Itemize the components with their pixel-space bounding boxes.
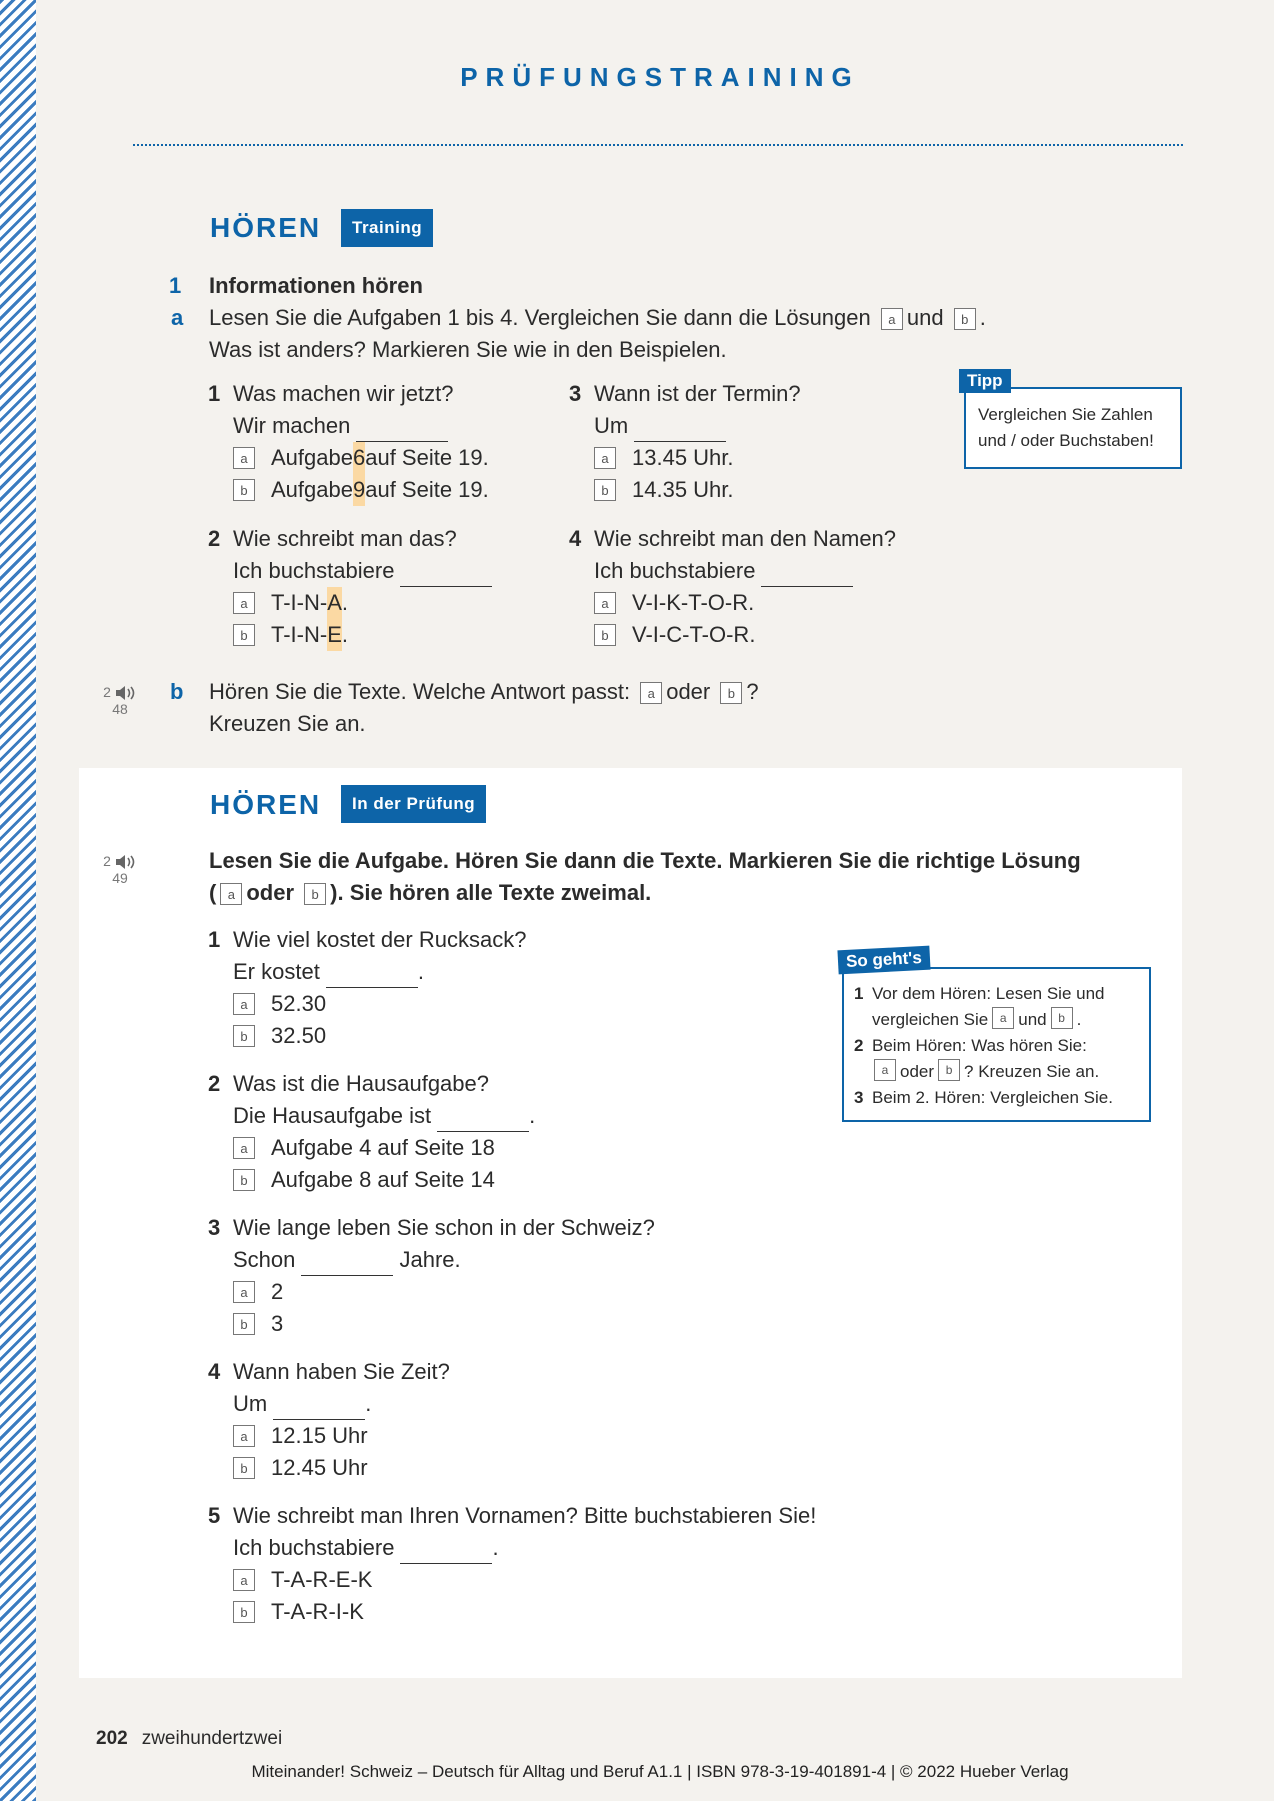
option-b-marker: b bbox=[720, 682, 742, 704]
checkbox-b[interactable]: b bbox=[233, 1169, 255, 1191]
decorative-stripe-border bbox=[0, 0, 36, 1801]
checkbox-a[interactable]: a bbox=[233, 592, 255, 614]
answer-prompt: Wir machen bbox=[233, 413, 351, 438]
exam-tag: In der Prüfung bbox=[341, 785, 486, 823]
exam-question-2 bbox=[208, 1068, 816, 1196]
option-a-marker: a bbox=[874, 1059, 896, 1081]
answer-prompt: Ich buchstabiere bbox=[594, 558, 756, 583]
checkbox-b[interactable]: b bbox=[233, 1025, 255, 1047]
answer-suffix: . bbox=[365, 1391, 372, 1416]
option-a[interactable] bbox=[208, 442, 489, 474]
answer-prompt: Die Hausaufgabe ist bbox=[233, 1103, 432, 1128]
option-text: 13.45 Uhr. bbox=[632, 445, 734, 470]
checkbox-a[interactable]: a bbox=[233, 993, 255, 1015]
option-text: auf Seite 19. bbox=[365, 477, 489, 502]
answer-prompt: Ich buchstabiere bbox=[233, 558, 395, 583]
option-text: 32.50 bbox=[271, 1023, 327, 1048]
audio-track-49[interactable] bbox=[95, 853, 145, 886]
checkbox-b[interactable]: b bbox=[594, 479, 616, 501]
answer-blank bbox=[437, 1109, 529, 1132]
step-text: vergleichen Sie bbox=[872, 1010, 989, 1029]
question-text: Wann ist der Termin? bbox=[594, 381, 801, 406]
step-text: oder bbox=[900, 1062, 935, 1081]
option-b[interactable] bbox=[208, 1452, 816, 1484]
audio-track-number: 48 bbox=[112, 701, 128, 718]
option-text: 2 bbox=[271, 1279, 284, 1304]
answer-blank bbox=[400, 1541, 492, 1564]
answer-blank bbox=[634, 419, 726, 442]
step-1 bbox=[854, 981, 1149, 1007]
option-b[interactable] bbox=[208, 1020, 816, 1052]
audio-cd-number: 2 bbox=[103, 853, 111, 869]
page-number-footer bbox=[96, 1728, 282, 1750]
question-text: Wann haben Sie Zeit? bbox=[233, 1359, 450, 1384]
exam-question-1 bbox=[208, 924, 816, 1052]
step-2-line-2 bbox=[854, 1059, 1149, 1085]
checkbox-a[interactable]: a bbox=[233, 1281, 255, 1303]
option-text: T-A-R-E-K bbox=[271, 1567, 373, 1592]
checkbox-b[interactable]: b bbox=[594, 624, 616, 646]
highlighted-difference: 9 bbox=[353, 474, 365, 506]
option-a[interactable] bbox=[208, 1132, 816, 1164]
answer-blank bbox=[400, 564, 492, 587]
highlighted-difference: A bbox=[327, 587, 342, 619]
question-text: Wie schreibt man Ihren Vornamen? Bitte buchstabieren Sie! bbox=[233, 1503, 817, 1528]
option-text: T-I-N- bbox=[271, 622, 328, 647]
question-number: 4 bbox=[208, 1359, 221, 1384]
question-number: 5 bbox=[208, 1503, 221, 1528]
question-text: Wie lange leben Sie schon in der Schweiz? bbox=[233, 1215, 655, 1240]
question-number: 1 bbox=[208, 381, 221, 406]
header-divider bbox=[133, 144, 1183, 146]
instruction-text: Lesen Sie die Aufgaben 1 bis 4. Vergleichen Sie dann die Lösungen bbox=[209, 305, 871, 330]
option-b[interactable] bbox=[208, 1164, 816, 1196]
question-number: 3 bbox=[569, 381, 582, 406]
instruction-end: ? bbox=[746, 679, 759, 704]
tipp-label: Tipp bbox=[959, 369, 1011, 393]
exam-question-3 bbox=[208, 1212, 816, 1340]
question-number: 3 bbox=[208, 1215, 221, 1240]
option-text: . bbox=[341, 590, 349, 615]
instruction-or: oder bbox=[246, 880, 295, 905]
option-text: T-I-N- bbox=[271, 590, 328, 615]
option-text: 12.45 Uhr bbox=[271, 1455, 368, 1480]
option-a[interactable] bbox=[569, 442, 801, 474]
question-text: Wie viel kostet der Rucksack? bbox=[233, 927, 527, 952]
checkbox-a[interactable]: a bbox=[233, 447, 255, 469]
option-a-marker: a bbox=[640, 682, 662, 704]
training-section-title: HÖREN bbox=[210, 212, 322, 243]
checkbox-b[interactable]: b bbox=[233, 624, 255, 646]
question-text: Wie schreibt man den Namen? bbox=[594, 526, 897, 551]
option-text: Aufgabe 8 auf Seite 14 bbox=[271, 1167, 495, 1192]
checkbox-a[interactable]: a bbox=[594, 447, 616, 469]
option-a[interactable] bbox=[569, 587, 896, 619]
option-text: T-A-R-I-K bbox=[271, 1599, 364, 1624]
sub-exercise-b-instruction bbox=[209, 676, 759, 708]
page-number: 202 bbox=[96, 1728, 128, 1749]
option-text: 52.30 bbox=[271, 991, 327, 1016]
sub-exercise-a-line2: Was ist anders? Markieren Sie wie in den Beispielen. bbox=[209, 337, 727, 362]
training-question-2 bbox=[208, 523, 492, 651]
step-number: 3 bbox=[854, 1088, 864, 1107]
highlighted-difference: E bbox=[327, 619, 342, 651]
option-b[interactable] bbox=[569, 474, 801, 506]
answer-suffix: . bbox=[529, 1103, 536, 1128]
option-b-marker: b bbox=[304, 883, 326, 905]
step-text: . bbox=[1076, 1010, 1082, 1029]
step-3 bbox=[854, 1085, 1149, 1111]
step-text: und bbox=[1018, 1010, 1047, 1029]
checkbox-a[interactable]: a bbox=[233, 1569, 255, 1591]
exam-question-list bbox=[208, 924, 816, 1628]
step-text: Beim Hören: Was hören Sie: bbox=[872, 1036, 1087, 1055]
option-a[interactable] bbox=[208, 1564, 816, 1596]
answer-blank bbox=[301, 1253, 393, 1276]
exam-question-5 bbox=[208, 1500, 816, 1628]
checkbox-b[interactable]: b bbox=[233, 479, 255, 501]
exam-section-title: HÖREN bbox=[210, 789, 322, 820]
step-number: 1 bbox=[854, 984, 864, 1003]
checkbox-b[interactable]: b bbox=[233, 1601, 255, 1623]
option-a[interactable] bbox=[208, 988, 816, 1020]
exam-question-4 bbox=[208, 1356, 816, 1484]
answer-blank bbox=[356, 419, 448, 442]
answer-suffix: . bbox=[492, 1535, 499, 1560]
exercise-title: Informationen hören bbox=[209, 273, 423, 298]
option-text: 3 bbox=[271, 1311, 284, 1336]
instruction-or: oder bbox=[666, 679, 711, 704]
option-b[interactable] bbox=[208, 1308, 816, 1340]
instruction-paren: ( bbox=[209, 880, 217, 905]
answer-suffix: Jahre. bbox=[393, 1247, 461, 1272]
option-text: 14.35 Uhr. bbox=[632, 477, 734, 502]
option-a[interactable] bbox=[208, 1276, 816, 1308]
sub-exercise-a-instruction bbox=[209, 302, 986, 334]
option-text: Aufgabe 4 auf Seite 18 bbox=[271, 1135, 495, 1160]
exercise-number: 1 bbox=[169, 273, 182, 298]
option-a-marker: a bbox=[992, 1007, 1014, 1029]
instruction-and: und bbox=[906, 305, 944, 330]
page-number-word: zweihundertzwei bbox=[141, 1728, 283, 1749]
answer-prompt: Er kostet bbox=[233, 959, 320, 984]
instruction-end: ). Sie hören alle Texte zweimal. bbox=[330, 880, 652, 905]
option-text: Aufgabe bbox=[271, 445, 353, 470]
footer-credit: Miteinander! Schweiz – Deutsch für Alltag und Beruf A1.1 | ISBN 978-3-19-401891-4 | © 2022 Hueber Verlag bbox=[251, 1762, 1069, 1781]
step-1-line-2 bbox=[854, 1007, 1149, 1033]
answer-suffix: . bbox=[417, 959, 424, 984]
option-text: auf Seite 19. bbox=[365, 445, 489, 470]
so-gehts-box bbox=[842, 967, 1151, 1122]
question-number: 2 bbox=[208, 526, 221, 551]
step-text: ? Kreuzen Sie an. bbox=[964, 1062, 1100, 1081]
option-text: . bbox=[341, 622, 349, 647]
training-tag: Training bbox=[341, 209, 433, 247]
instruction-end: . bbox=[979, 305, 986, 330]
page-header-title: PRÜFUNGSTRAINING bbox=[460, 62, 860, 92]
option-a-marker: a bbox=[220, 883, 242, 905]
exam-instruction-line-2 bbox=[209, 877, 651, 909]
tipp-line-2: und / oder Buchstaben! bbox=[978, 431, 1154, 450]
audio-track-48[interactable] bbox=[95, 684, 145, 717]
option-text: Aufgabe bbox=[271, 477, 353, 502]
question-number: 2 bbox=[208, 1071, 221, 1096]
question-text: Was machen wir jetzt? bbox=[233, 381, 454, 406]
answer-prompt: Um bbox=[594, 413, 629, 438]
option-b[interactable] bbox=[208, 1596, 816, 1628]
answer-prompt: Ich buchstabiere bbox=[233, 1535, 395, 1560]
option-text: V-I-C-T-O-R. bbox=[632, 622, 756, 647]
highlighted-difference: 6 bbox=[353, 442, 365, 474]
option-a[interactable] bbox=[208, 587, 492, 619]
option-a-marker: a bbox=[881, 308, 903, 330]
checkbox-b[interactable]: b bbox=[233, 1313, 255, 1335]
option-b-marker: b bbox=[938, 1059, 960, 1081]
question-number: 1 bbox=[208, 927, 221, 952]
step-text: Beim 2. Hören: Vergleichen Sie. bbox=[872, 1088, 1113, 1107]
training-question-1 bbox=[208, 378, 489, 506]
tipp-line-1: Vergleichen Sie Zahlen bbox=[978, 405, 1153, 424]
exam-instruction-line-1: Lesen Sie die Aufgabe. Hören Sie dann die Texte. Markieren Sie die richtige Lösung bbox=[209, 848, 1081, 873]
training-question-4 bbox=[569, 523, 896, 651]
audio-cd-number: 2 bbox=[103, 684, 111, 700]
answer-blank bbox=[273, 1397, 365, 1420]
step-2 bbox=[854, 1033, 1149, 1059]
sub-exercise-a-label: a bbox=[171, 305, 184, 330]
question-text: Wie schreibt man das? bbox=[233, 526, 457, 551]
checkbox-b[interactable]: b bbox=[233, 1457, 255, 1479]
option-a[interactable] bbox=[208, 1420, 816, 1452]
question-number: 4 bbox=[569, 526, 582, 551]
option-text: 12.15 Uhr bbox=[271, 1423, 368, 1448]
option-b-marker: b bbox=[954, 308, 976, 330]
checkbox-a[interactable]: a bbox=[233, 1425, 255, 1447]
option-text: V-I-K-T-O-R. bbox=[632, 590, 755, 615]
question-text: Was ist die Hausaufgabe? bbox=[233, 1071, 489, 1096]
answer-blank bbox=[326, 965, 418, 988]
checkbox-a[interactable]: a bbox=[233, 1137, 255, 1159]
speaker-icon bbox=[115, 685, 137, 701]
option-b-marker: b bbox=[1051, 1007, 1073, 1029]
answer-blank bbox=[761, 564, 853, 587]
instruction-text: Hören Sie die Texte. Welche Antwort passt: bbox=[209, 679, 631, 704]
sub-exercise-b-line2: Kreuzen Sie an. bbox=[209, 711, 366, 736]
speaker-icon bbox=[115, 854, 137, 870]
option-b[interactable] bbox=[208, 474, 489, 506]
tipp-box bbox=[964, 387, 1182, 469]
step-number: 2 bbox=[854, 1036, 864, 1055]
so-gehts-label: So geht's bbox=[837, 946, 930, 975]
answer-prompt: Um bbox=[233, 1391, 268, 1416]
sub-exercise-b-label: b bbox=[170, 679, 184, 704]
checkbox-a[interactable]: a bbox=[594, 592, 616, 614]
step-text: Vor dem Hören: Lesen Sie und bbox=[872, 984, 1105, 1003]
audio-track-number: 49 bbox=[112, 870, 128, 887]
option-b[interactable] bbox=[208, 619, 492, 651]
answer-prompt: Schon bbox=[233, 1247, 296, 1272]
training-question-3 bbox=[569, 378, 801, 506]
option-b[interactable] bbox=[569, 619, 896, 651]
